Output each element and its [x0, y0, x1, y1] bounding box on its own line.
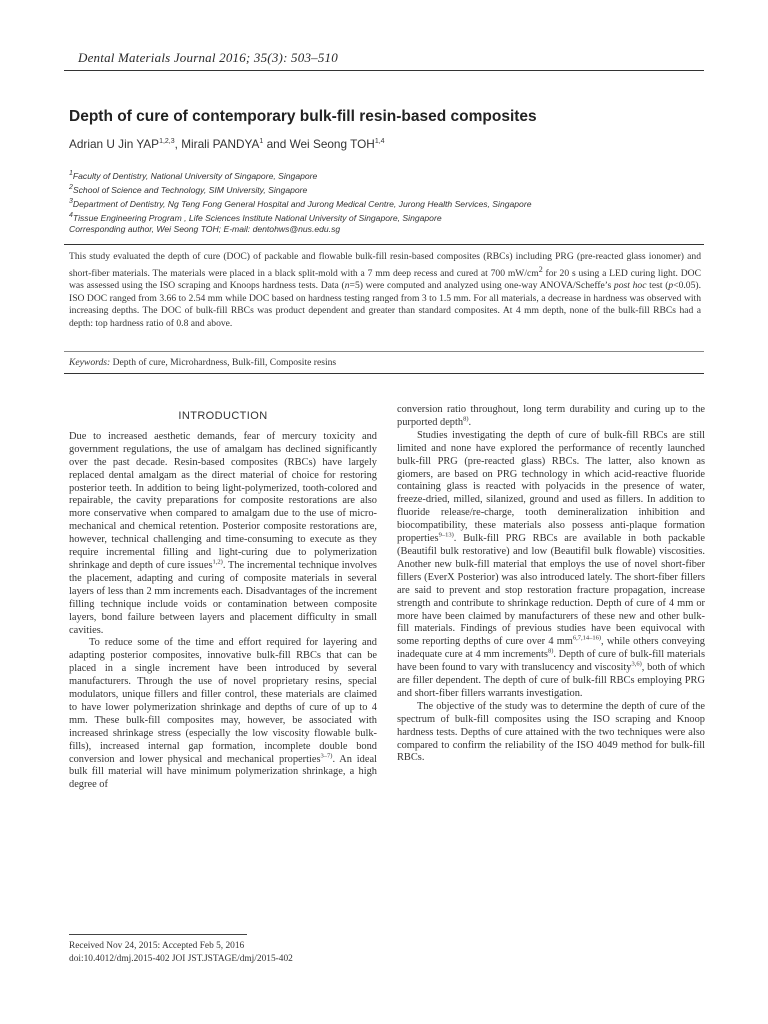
- abstract-bottom-rule: [64, 373, 704, 374]
- body-text: , both of which are filler dependent. The depth of cure of bulk-fill RBCs employing PRG and short-fiber fillers warrants investigation.: [397, 662, 705, 699]
- body-text: To reduce some of the time and effort required for layering and adapting posterior composites, innovative bulk-fill RBCs that can be placed in a single increment have been introduced by several manufacturers. Through the use of novel proprietary resins, special modulators, unique fillers and filler control, these materials are claimed to have lower polymerization shrinkage and depths of cure of up to 4 mm. These bulk-fill composites may, however, be associated with increased shrinkage stress (especially the low viscosity flowable bulk-fills), increased internal gap formation, incomplete double bond conversion and lower physical and mechanical properties: [69, 637, 377, 765]
- author-affiliation-mark: 1,4: [374, 138, 385, 146]
- doi: doi:10.4012/dmj.2015-402 JOI JST.JSTAGE/dmj/2015-402: [69, 953, 293, 964]
- abstract-text: for 20 s using a LED curing light. DOC was assessed using the ISO scraping and Knoops hardness tests. Data (: [69, 267, 701, 292]
- author-name: , Mirali PANDYA: [174, 137, 260, 151]
- citation: 3–7): [320, 752, 333, 760]
- affiliation-number: 4: [69, 211, 73, 219]
- body-text: conversion ratio throughout, long term durability and curing up to the purported depth: [397, 404, 705, 428]
- author-name: Adrian U Jin YAP: [69, 137, 160, 151]
- affiliation-text: Department of Dentistry, Ng Teng Fong General Hospital and Jurong Medical Centre, Jurong Health Services, Singapore: [72, 198, 532, 209]
- abstract-italic: n: [344, 280, 350, 292]
- body-paragraph: [69, 431, 377, 638]
- abstract-text: test (: [646, 280, 669, 292]
- section-heading: INTRODUCTION: [178, 410, 268, 422]
- body-text: . An ideal bulk fill material will have minimum polymerization shrinkage, a high degree of: [69, 753, 377, 791]
- author-name: and Wei Seong TOH: [263, 137, 375, 151]
- footnote-rule: [69, 934, 247, 935]
- author-affiliation-mark: 1: [259, 138, 264, 146]
- journal-header: Dental Materials Journal 2016; 35(3): 503–510: [78, 50, 338, 65]
- body-text: . The incremental technique involves the placement, adapting and curing of composite materials in several layers of less than 2 mm increments each. Disadvantages of the increment filling technique include voids or contamination between composite layers, bond failure between layers and placement difficulty in small cavities.: [69, 559, 377, 636]
- author-affiliation-mark: 1,2,3: [159, 138, 175, 146]
- article-title: Depth of cure of contemporary bulk-fill resin-based composites: [69, 108, 537, 125]
- keywords-label: Keywords:: [69, 357, 111, 368]
- affiliation-text: Tissue Engineering Program , Life Sciences Institute National University of Singapore, Singapore: [72, 212, 442, 223]
- body-paragraph: [397, 404, 705, 430]
- body-text: Due to increased aesthetic demands, fear of mercury toxicity and government regulations, the use of amalgam has declined significantly over the past decade. Resin-based composites (RBCs) have largely replaced dental amalgam as the direct material of choice for restoring posterior teeth. In addition to being light-polymerized, tooth-colored and repairable, the cavity preparations for composite restorations are also more conservative when compared to amalgam due to the use of micro-mechanical and chemical retention. Posterior composite restorations are, however, technical challenging and time-consuming to execute as they require incremental filling and light-curing due to polymerization shrinkage and depth of cure issues: [69, 430, 377, 571]
- body-text: . Bulk-fill PRG RBCs are available in both packable (Beautifil bulk restorative) and low (Beautifil bulk flowable) viscosities. Another new bulk-fill material that employs the use of novel short-fiber fillers (EverX Posterior) was also introduced lately. The short-fiber fillers are said to prevent and stop restoration fracture propagation, increase strength and contribute to shrinkage reduction. Depth of cure of 4 mm or more have been claimed by manufacturers of these new and other bulk-fill materials. Findings of previous studies have been equivocal with some reporting depths of cure over 4 mm: [397, 533, 705, 648]
- affiliation-number: 3: [69, 197, 73, 205]
- received-dates: Received Nov 24, 2015: Accepted Feb 5, 2016: [69, 941, 245, 951]
- affiliation: [69, 196, 531, 210]
- abstract-italic: p: [668, 280, 674, 292]
- body-paragraph: The objective of the study was to determine the depth of cure of the spectrum of bulk-fill composites using the ISO scraping and Knoop hardness tests. Depths of cure attained with the two techniques were also compared to confirm the reliability of the ISO 4049 method for bulk-fill RBCs.: [397, 700, 705, 764]
- citation: 6,7,14–16): [572, 634, 602, 642]
- left-column: [69, 404, 377, 792]
- body-paragraph: [397, 430, 705, 701]
- affiliation: [69, 210, 531, 224]
- author-list: [69, 137, 385, 151]
- abstract-italic: post hoc: [613, 280, 647, 292]
- unit-superscript: 2: [538, 264, 543, 274]
- abstract-text: <0.05). ISO DOC ranged from 3.66 to 2.54 mm while DOC based on hardness testing ranged from 3 to 1.5 mm. For all materials, a decrease in hardness was observed with increasing depths. The DOC of bulk-fill RBCs was product dependent and greater than standard composites. At 4 mm depth, none of the bulk-fill RBCs had a depth: top hardness ratio of 0.8 and above.: [69, 280, 701, 329]
- citation: 1,2): [212, 558, 223, 566]
- body-paragraph: [69, 637, 377, 792]
- right-column: [397, 404, 705, 765]
- citation: 8): [463, 415, 469, 423]
- affiliation-list: [69, 168, 531, 235]
- corresponding-author: Corresponding author, Wei Seong TOH; E-mail: dentohws@nus.edu.sg: [69, 224, 341, 235]
- abstract-top-rule: [64, 244, 704, 245]
- affiliation-text: School of Science and Technology, SIM University, Singapore: [72, 184, 308, 195]
- affiliation-number: 2: [69, 183, 73, 191]
- keywords-rule: [64, 351, 704, 352]
- footnote: [69, 940, 293, 965]
- affiliation-text: Faculty of Dentistry, National University of Singapore, Singapore: [72, 170, 318, 181]
- citation: 9–13): [438, 531, 454, 539]
- body-text: Studies investigating the depth of cure of bulk-fill RBCs are still limited and none have explored the performance of recently launched bulk-fill PRG (pre-reacted glass) RBCs. The latter, also known as giomers, are based on PRG technology in which acid-reactive fluoride containing glass is reacted with polyacids in the presence of water, freeze-dried, milled, silanized, ground and used as fillers. In addition to fluoride release/re-charge, tooth demineralization inhibition and biocompatibility, these materials also possess anti-plaque formation properties: [397, 429, 705, 545]
- body-text: .: [468, 416, 472, 428]
- body-text: , while others conveying inadequate cure at 4 mm increments: [397, 636, 705, 661]
- citation: 3,6): [631, 660, 642, 668]
- affiliation: [69, 182, 531, 196]
- abstract-text: =5) were computed and analyzed using one-way ANOVA/Scheffe’s: [349, 280, 614, 292]
- citation: 8): [547, 647, 554, 655]
- keywords-text: Depth of cure, Microhardness, Bulk-fill, Composite resins: [110, 357, 337, 368]
- header-rule: [64, 70, 704, 71]
- affiliation: [69, 168, 531, 182]
- abstract: [69, 251, 701, 330]
- body-text: . Depth of cure of bulk-fill materials have been found to vary with translucency and viscosity: [397, 649, 705, 674]
- keywords: [69, 357, 336, 368]
- affiliation-number: 1: [69, 170, 73, 177]
- abstract-text: This study evaluated the depth of cure (DOC) of packable and flowable bulk-fill resin-based composites (RBCs) including PRG (pre-reacted glass ionomer) and short-fiber materials. The materials were placed in a black split-mold with a 7 mm deep recess and cured at 700 mW/cm: [69, 251, 701, 279]
